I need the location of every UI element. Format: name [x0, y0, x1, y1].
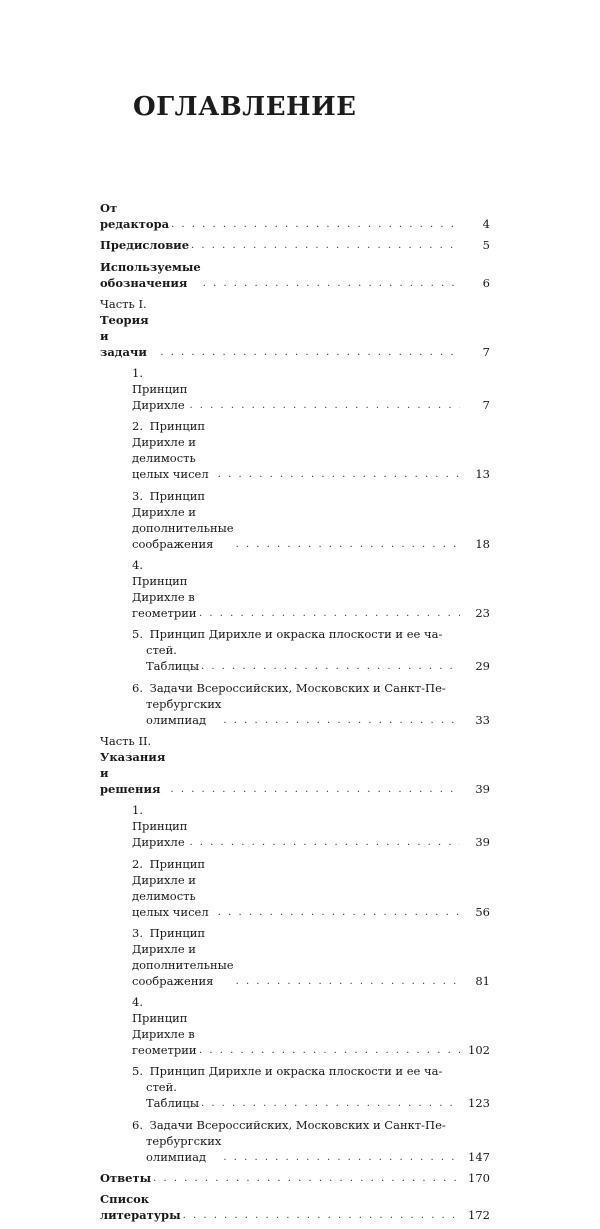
toc-page-number: 147: [468, 1149, 490, 1164]
dot-leader: [199, 1044, 460, 1058]
toc-entry-editor[interactable]: [100, 200, 490, 232]
dot-leader: [218, 468, 460, 482]
toc-chapter[interactable]: [100, 626, 490, 674]
toc-page-number: 39: [475, 835, 490, 850]
dot-leader: [199, 607, 460, 621]
chapter-title: Принцип Дирихле в геометрии: [132, 574, 197, 621]
chapter-number: 4.: [132, 558, 143, 573]
toc-entry-answers[interactable]: [100, 1170, 490, 1186]
part-prefix: Часть II.: [100, 733, 152, 748]
page-title: ОГЛАВЛЕНИЕ: [133, 92, 357, 122]
toc-chapter[interactable]: [100, 1117, 490, 1165]
dot-leader: [201, 660, 460, 674]
chapter-title: Принцип Дирихле в геометрии: [132, 1011, 197, 1058]
chapter-title: Принцип Дирихле и дополнительные соображения: [132, 925, 234, 988]
dot-leader: [189, 399, 460, 413]
dot-leader: [223, 714, 460, 728]
dot-leader: [189, 836, 460, 850]
dot-leader: [171, 218, 460, 232]
chapter-title: Принцип Дирихле и дополнительные соображения: [132, 488, 234, 551]
toc-page-number: 170: [468, 1171, 490, 1186]
chapter-title-line-1: Принцип Дирихле и окраска плоскости и ее ча-: [149, 1064, 443, 1079]
toc-part-1[interactable]: [100, 296, 490, 360]
chapter-title-line-2: тербургских олимпиад: [146, 696, 222, 727]
chapter-title: Принцип Дирихле и делимость целых чисел: [132, 856, 209, 919]
toc-page-number: 7: [482, 344, 490, 359]
toc-page-number: 39: [475, 781, 490, 796]
toc-page-number: 5: [482, 238, 490, 253]
toc-page-number: 7: [482, 398, 490, 413]
toc-chapter[interactable]: [100, 488, 490, 552]
toc-entry-bibliography[interactable]: [100, 1191, 490, 1223]
toc-part-label: [100, 296, 158, 360]
table-of-contents: [100, 200, 490, 1229]
chapter-number: 2.: [132, 419, 143, 434]
dot-leader: [191, 239, 460, 253]
toc-page-number: 123: [468, 1096, 490, 1111]
toc-part-2[interactable]: [100, 733, 490, 797]
dot-leader: [223, 1151, 460, 1165]
chapter-number: 3.: [132, 925, 143, 940]
chapter-number: 1.: [132, 803, 143, 818]
toc-chapter[interactable]: [100, 802, 490, 850]
toc-chapter[interactable]: [100, 680, 490, 728]
dot-leader: [160, 346, 460, 360]
toc-page-number: 81: [475, 973, 490, 988]
toc-page-number: 33: [475, 712, 490, 727]
toc-entry-label: От редактора: [100, 201, 170, 231]
chapter-title-line-1: Задачи Всероссийских, Московских и Санкт-Пе-: [149, 1117, 446, 1132]
toc-page-number: 13: [475, 467, 490, 482]
toc-page-number: 6: [482, 275, 490, 290]
toc-page-number: 172: [468, 1208, 490, 1223]
chapter-title: Принцип Дирихле и делимость целых чисел: [132, 419, 209, 482]
chapter-number: 6.: [132, 1117, 143, 1132]
chapter-title-line-2: стей. Таблицы: [146, 643, 199, 674]
toc-page-number: 102: [468, 1043, 490, 1058]
toc-page-number: 23: [475, 606, 490, 621]
chapter-number: 1.: [132, 366, 143, 381]
toc-entry-label: Ответы: [100, 1171, 152, 1186]
chapter-title: Принцип Дирихле: [132, 819, 188, 850]
part-title: Указания и решения: [100, 749, 166, 796]
toc-chapter[interactable]: [100, 418, 490, 482]
toc-chapter[interactable]: [100, 925, 490, 989]
chapter-title-line-2: стей. Таблицы: [146, 1080, 199, 1111]
toc-entry-label: Предисловие: [100, 238, 190, 253]
toc-entry-label: Используемые обозначения: [100, 259, 201, 290]
chapter-title-line-1: Принцип Дирихле и окраска плоскости и ее ча-: [149, 627, 443, 642]
chapter-number: 6.: [132, 680, 143, 695]
toc-chapter[interactable]: [100, 1063, 490, 1111]
dot-leader: [170, 783, 460, 797]
dot-leader: [236, 975, 460, 989]
toc-chapter[interactable]: [100, 557, 490, 621]
dot-leader: [218, 906, 460, 920]
dot-leader: [236, 538, 460, 552]
toc-chapter[interactable]: [100, 994, 490, 1058]
dot-leader: [201, 1097, 460, 1111]
chapter-title-line-2: тербургских олимпиад: [146, 1133, 222, 1164]
part-prefix: Часть I.: [100, 296, 147, 311]
toc-page-number: 18: [475, 536, 490, 551]
toc-entry-preface[interactable]: [100, 237, 490, 253]
toc-chapter[interactable]: [100, 856, 490, 920]
toc-page-number: 29: [475, 659, 490, 674]
chapter-number: 4.: [132, 995, 143, 1010]
chapter-number: 5.: [132, 1064, 143, 1079]
dot-leader: [203, 277, 460, 291]
toc-part-label: [100, 733, 168, 797]
chapter-number: 3.: [132, 488, 143, 503]
chapter-number: 2.: [132, 856, 143, 871]
part-title: Теория и задачи: [100, 312, 149, 359]
chapter-title-line-1: Задачи Всероссийских, Московских и Санкт-Пе-: [149, 680, 446, 695]
toc-page-number: 4: [482, 217, 490, 231]
toc-entry-label: Список литературы: [100, 1192, 181, 1223]
dot-leader: [153, 1172, 460, 1186]
toc-entry-notation[interactable]: [100, 259, 490, 291]
toc-chapter[interactable]: [100, 365, 490, 413]
toc-page-number: 56: [475, 904, 490, 919]
chapter-number: 5.: [132, 627, 143, 642]
chapter-title: Принцип Дирихле: [132, 382, 188, 413]
dot-leader: [183, 1209, 460, 1223]
